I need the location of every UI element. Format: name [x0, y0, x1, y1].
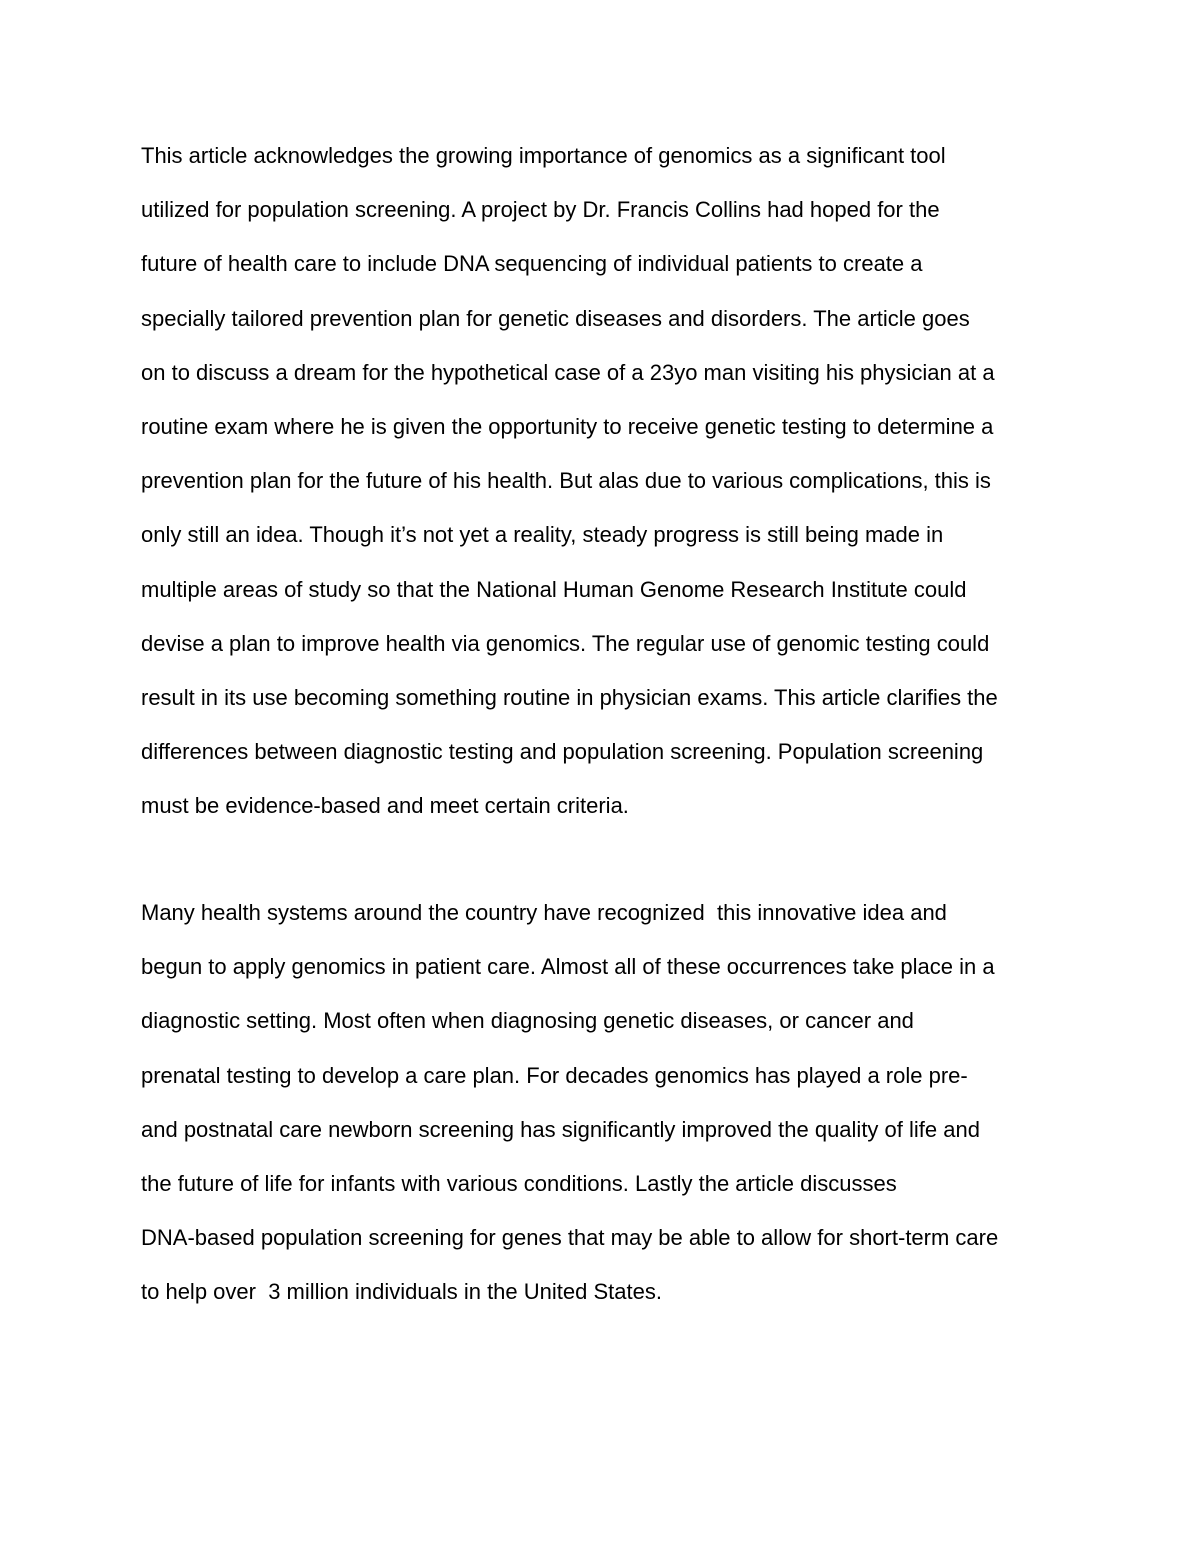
paragraph-1 [141, 145, 1081, 849]
paragraph-line: prevention plan for the future of his health. But alas due to various complications, this is [141, 468, 991, 494]
paragraph-line: prenatal testing to develop a care plan. For decades genomics has played a role pre- [141, 1062, 968, 1088]
paragraph-line: begun to apply genomics in patient care. Almost all of these occurrences take place in a [141, 954, 995, 980]
paragraph-line: This article acknowledges the growing importance of genomics as a significant tool [141, 143, 946, 168]
paragraph-line: diagnostic setting. Most often when diagnosing genetic diseases, or cancer and [141, 1008, 914, 1034]
paragraph-line: utilized for population screening. A project by Dr. Francis Collins had hoped for the [141, 197, 940, 223]
paragraph-line: multiple areas of study so that the National Human Genome Research Institute could [141, 576, 967, 602]
paragraph-line: specially tailored prevention plan for genetic diseases and disorders. The article goes [141, 305, 970, 331]
paragraph-line: to help over 3 million individuals in the United States. [141, 1279, 662, 1305]
paragraph-2 [141, 902, 1081, 1336]
paragraph-line: must be evidence-based and meet certain criteria. [141, 793, 629, 819]
paragraph-line: on to discuss a dream for the hypothetical case of a 23yo man visiting his physician at a [141, 359, 995, 385]
paragraph-line: and postnatal care newborn screening has significantly improved the quality of life and [141, 1116, 980, 1142]
paragraph-line: result in its use becoming something routine in physician exams. This article clarifies the [141, 684, 998, 710]
paragraph-line: only still an idea. Though it’s not yet a reality, steady progress is still being made in [141, 522, 944, 548]
paragraph-line: devise a plan to improve health via genomics. The regular use of genomic testing could [141, 630, 990, 656]
paragraph-line: Many health systems around the country have recognized this innovative idea and [141, 900, 947, 925]
paragraph-line: differences between diagnostic testing and population screening. Population screening [141, 739, 984, 765]
paragraph-line: routine exam where he is given the opportunity to receive genetic testing to determine a [141, 413, 994, 439]
paragraph-line: the future of life for infants with various conditions. Lastly the article discusses [141, 1170, 897, 1196]
paragraph-line: DNA-based population screening for genes that may be able to allow for short-term care [141, 1225, 999, 1251]
paragraph-line: future of health care to include DNA sequencing of individual patients to create a [141, 251, 923, 277]
